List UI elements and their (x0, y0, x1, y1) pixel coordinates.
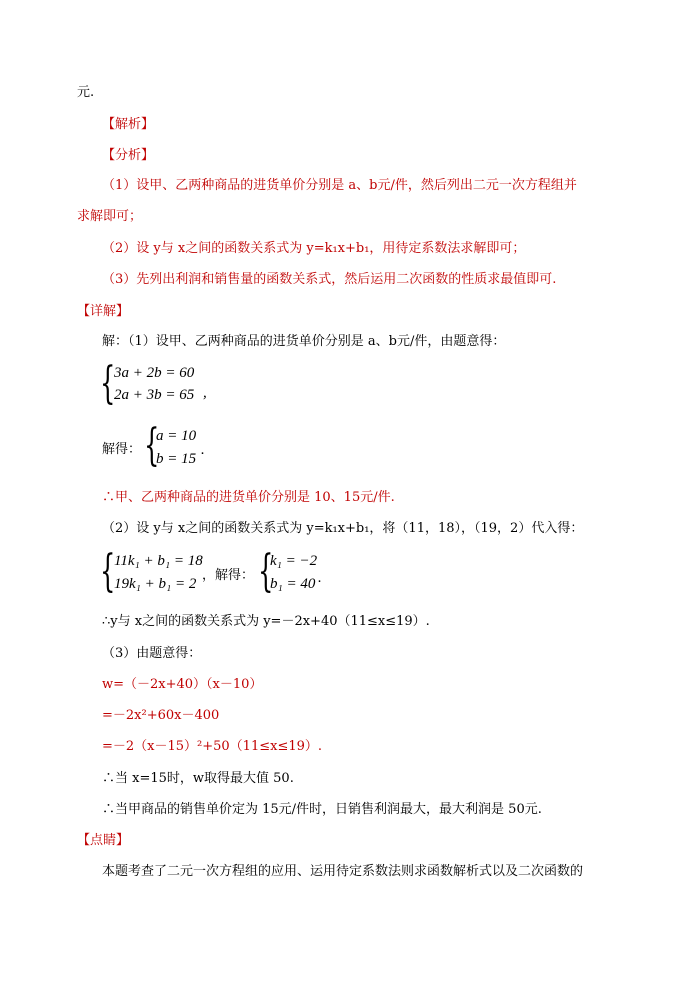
punctuation: , (203, 385, 207, 401)
section-heading-comment: 【点睛】 (77, 833, 130, 848)
text-line: （1）设甲、乙两种商品的进货单价分别是 a、b元/件，然后列出二元一次方程组并 (102, 178, 577, 193)
text-line: 本题考查了二元一次方程组的应用、运用待定系数法则求函数解析式以及二次函数的 (102, 864, 584, 879)
text-line: 求解即可； (77, 209, 143, 224)
brace: { (144, 420, 160, 471)
brace: { (100, 546, 116, 597)
text-line: ∴当 x=15时，w取得最大值 50. (102, 771, 294, 786)
punctuation: . (318, 570, 322, 586)
equation: a = 10 (156, 428, 197, 444)
text-line: （3）由题意得： (102, 646, 202, 661)
equation: k₁ = −2 (270, 553, 318, 569)
equation: 11k₁ + b₁ = 18 (114, 553, 203, 569)
text-line: 解：（1）设甲、乙两种商品的进货单价分别是 a、b元/件，由题意得： (102, 334, 506, 349)
equation: b = 15 (156, 451, 197, 467)
text-line: 元. (77, 85, 95, 100)
equation-system-1 (100, 358, 220, 412)
text-line: ∴当甲商品的销售单价定为 15元/件时，日销售利润最大，最大利润是 50元. (102, 802, 542, 817)
text-line: （2）设 y与 x之间的函数关系式为 y=k₁x+b₁，将（11，18），（19，2）代入得： (102, 521, 584, 536)
text-line: =－2（x－15）²+50（11≤x≤19）. (102, 739, 323, 754)
brace: { (258, 546, 274, 597)
text-line: =－2x²+60x－400 (102, 708, 220, 723)
text-line: ∴y与 x之间的函数关系式为 y=－2x+40（11≤x≤19）. (102, 614, 430, 629)
section-heading-detail: 【详解】 (77, 304, 130, 319)
solution-system-1 (144, 420, 224, 474)
text-line: （3）先列出利润和销售量的函数关系式，然后运用二次函数的性质求最值即可. (102, 272, 557, 287)
text-line: ，解得： (202, 568, 255, 583)
equation: 19k₁ + b₁ = 2 (114, 576, 197, 592)
equation: 2a + 3b = 65 (114, 387, 195, 403)
section-heading-fenxi: 【分析】 (102, 148, 155, 163)
equation: b₁ = 40 (270, 576, 316, 592)
brace: { (100, 358, 116, 409)
text-line: w=（－2x+40）（x－10） (102, 677, 263, 692)
text-line: （2）设 y与 x之间的函数关系式为 y=k₁x+b₁，用待定系数法求解即可； (102, 241, 526, 256)
text-line: 解得： (102, 442, 142, 457)
section-heading-analysis: 【解析】 (102, 117, 155, 132)
text-line: ∴甲、乙两种商品的进货单价分别是 10、15元/件. (102, 490, 395, 505)
solution-system-2 (258, 546, 338, 600)
punctuation: . (201, 442, 205, 458)
equation: 3a + 2b = 60 (114, 365, 195, 381)
